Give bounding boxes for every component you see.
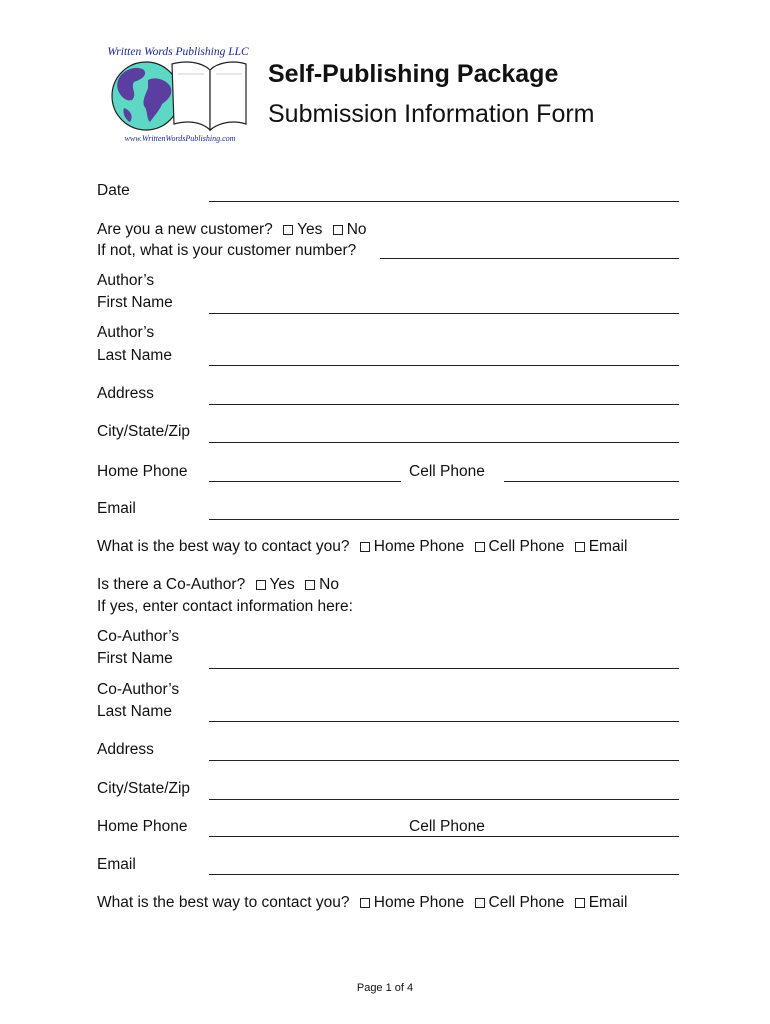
author-last-name-field[interactable] [209,365,679,366]
author-first-label-line1: Author’s [97,272,155,289]
coauthor-address-label: Address [97,741,154,758]
logo-bottom-text: www.WrittenWordsPublishing.com [124,134,236,143]
new-customer-no-checkbox[interactable] [333,225,343,235]
coauthor-contact-email-checkbox[interactable] [575,898,585,908]
date-field[interactable] [209,201,679,202]
coauthor-city-state-zip-field[interactable] [209,799,679,800]
address-field[interactable] [209,404,679,405]
globe-book-logo [104,60,250,136]
coauthor-home-phone-label: Home Phone [97,818,188,835]
coauthor-cell-phone-label: Cell Phone [409,818,485,835]
contact-home-phone-checkbox[interactable] [360,542,370,552]
coauthor-instructions: If yes, enter contact information here: [97,598,353,615]
coauthor-no-label: No [319,576,339,593]
address-label: Address [97,385,154,402]
email-label: Email [97,500,136,517]
coauthor-contact-home-phone-label: Home Phone [373,894,465,911]
coauthor-contact-question: What is the best way to contact you? [97,894,350,911]
coauthor-address-field[interactable] [209,760,679,761]
author-first-name-field[interactable] [209,313,679,314]
coauthor-last-label-line1: Co-Author’s [97,681,180,698]
coauthor-contact-preference-row [97,892,627,914]
cell-phone-label: Cell Phone [409,463,485,480]
home-phone-field[interactable] [209,481,401,482]
coauthor-email-field[interactable] [209,874,679,875]
contact-cell-phone-label: Cell Phone [488,538,565,555]
contact-email-label: Email [588,538,628,555]
city-state-zip-label: City/State/Zip [97,423,191,440]
customer-number-field[interactable] [380,258,679,259]
page-title: Self-Publishing Package [268,60,559,88]
contact-home-phone-label: Home Phone [373,538,465,555]
coauthor-no-checkbox[interactable] [305,580,315,590]
coauthor-first-name-field[interactable] [209,668,679,669]
coauthor-email-label: Email [97,856,136,873]
page-number: Page 1 of 4 [356,982,414,994]
coauthor-contact-cell-phone-label: Cell Phone [488,894,565,911]
new-customer-yes-checkbox[interactable] [283,225,293,235]
coauthor-last-label-line2: Last Name [97,703,172,720]
new-customer-row [97,219,367,241]
coauthor-contact-cell-phone-checkbox[interactable] [475,898,485,908]
coauthor-yes-checkbox[interactable] [256,580,266,590]
coauthor-last-name-field[interactable] [209,721,679,722]
page-subtitle: Submission Information Form [268,100,595,128]
city-state-zip-field[interactable] [209,442,679,443]
new-customer-question: Are you a new customer? [97,221,273,238]
coauthor-first-label-line2: First Name [97,650,173,667]
coauthor-row [97,574,339,596]
new-customer-no-label: No [346,221,367,238]
customer-number-question: If not, what is your customer number? [97,242,357,259]
contact-cell-phone-checkbox[interactable] [475,542,485,552]
author-first-label-line2: First Name [97,294,173,311]
cell-phone-field[interactable] [504,481,679,482]
coauthor-contact-email-label: Email [588,894,628,911]
date-label: Date [97,182,130,199]
author-last-label-line2: Last Name [97,347,172,364]
coauthor-first-label-line1: Co-Author’s [97,628,180,645]
coauthor-contact-home-phone-checkbox[interactable] [360,898,370,908]
coauthor-city-state-zip-label: City/State/Zip [97,780,191,797]
contact-question: What is the best way to contact you? [97,538,350,555]
email-field[interactable] [209,519,679,520]
contact-email-checkbox[interactable] [575,542,585,552]
home-phone-label: Home Phone [97,463,188,480]
coauthor-question: Is there a Co-Author? [97,576,246,593]
author-last-label-line1: Author’s [97,324,155,341]
coauthor-yes-label: Yes [269,576,295,593]
contact-preference-row [97,536,627,558]
logo-top-text: Written Words Publishing LLC [107,46,249,58]
new-customer-yes-label: Yes [297,221,323,238]
